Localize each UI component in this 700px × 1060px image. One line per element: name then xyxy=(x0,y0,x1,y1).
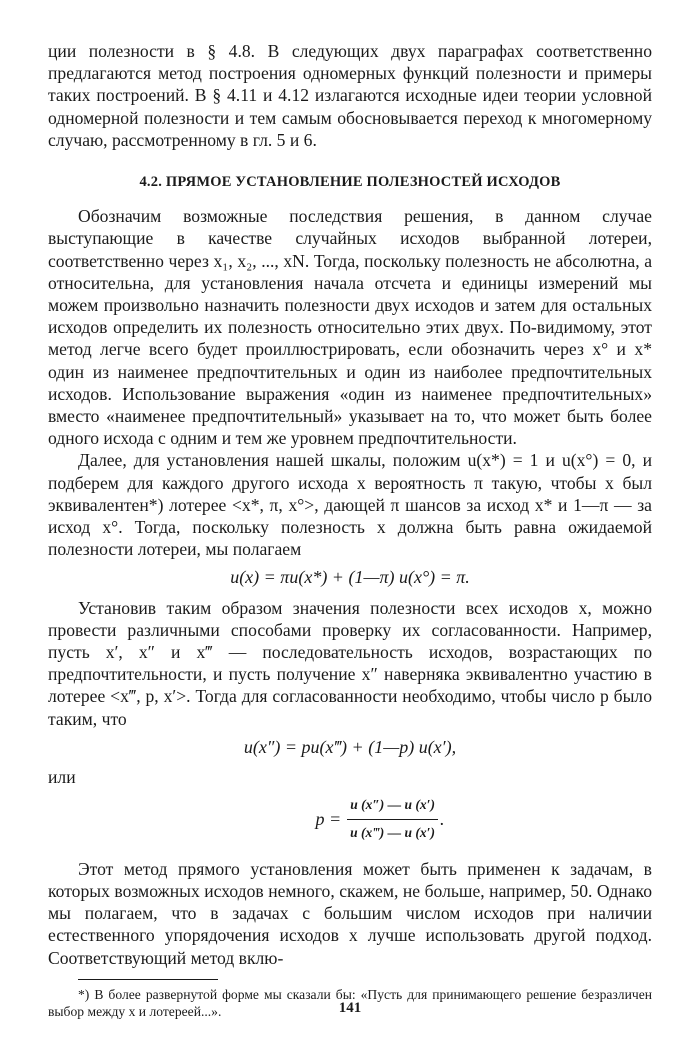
paragraph-4: Этот метод прямого установления может быть применен к задачам, в которых возможных исходов немного, скажем, не больше, например, 50. Однако мы полагаем, что в задачах с большим числом исходов при наличии естественного упорядочения исходов x лучше использовать другой подход. Соответствующий метод вклю- xyxy=(48,858,652,968)
or-word: или xyxy=(48,767,76,788)
fraction-numerator: u (x″) — u (x′) xyxy=(347,794,438,819)
footnote: *) В более развернутой форме мы сказали бы: «Пусть для принимающего решение безразличен выбор между x и лотереей...». xyxy=(48,986,652,1019)
formula-utility-lottery: u(x) = πu(x*) + (1—π) u(x°) = π. xyxy=(230,567,470,588)
formula-consistency: u(x″) = pu(x‴) + (1—p) u(x′), xyxy=(243,736,457,757)
intro-paragraph: ции полезности в § 4.8. В следующих двух параграфах соответственно предлагаются метод построения одномерных функций полезности и примеры таких построений. В § 4.11 и 4.12 излагаются исходные идеи теории условной одномерной полезности и тем самым обосновывается переход к многомерному случаю, рассмотренному в гл. 5 и 6. xyxy=(48,41,652,150)
page-body xyxy=(48,40,652,1020)
formula-period: . xyxy=(439,808,445,829)
section-heading: 4.2. ПРЯМОЕ УСТАНОВЛЕНИЕ ПОЛЕЗНОСТЕЙ ИСХОДОВ xyxy=(139,174,561,191)
fraction-denominator: u (x‴) — u (x′) xyxy=(350,824,435,840)
paragraph-2: Далее, для установления нашей шкалы, положим u(x*) = 1 и u(x°) = 0, и подберем для каждого другого исхода x вероятность π такую, чтобы x был эквивалентен*) лотерее <x*, π, x°>, дающей π шансов за исход x* и 1—π — за исход x°. Тогда, поскольку полезность x должна быть равна ожидаемой полезности лотереи, мы полагаем xyxy=(48,450,652,560)
paragraph-3: Установив таким образом значения полезности всех исходов x, можно провести различными способами проверку их согласованности. Например, пусть x′, x″ и x‴ — последовательность исходов, возрастающих по предпочтительности, и пусть получение x″ наверняка эквивалентно участию в лотерее <x‴, p, x′>. Тогда для согласованности необходимо, чтобы число p было таким, что xyxy=(48,597,652,729)
paragraph-1: Обозначим возможные последствия решения, в данном случае выступающие в качестве случайных исходов выбранной лотереи, соответственно через x₁, x₂, ..., xN. Тогда, поскольку полезность не абсолютна, а относительна, для установления начала отсчета и единицы измерений мы можем произвольно назначить полезности двух исходов и затем для остальных исходов определить их полезность относительно этих двух. По-видимому, этот метод легче всего будет проиллюстрировать, если обозначить через x° и x* один из наименее предпочтительных и один из наиболее предпочтительных исходов. Использование выражения «один из наименее предпочтительных» вместо «наименее предпочтительный» указывает на то, что может быть более одного исхода с одним и тем же уровнем предпочтительности. xyxy=(48,206,652,449)
formula-p-ratio xyxy=(108,794,652,843)
fraction xyxy=(347,794,438,843)
footnote-divider xyxy=(78,979,218,980)
formula-p-lhs: p = xyxy=(315,808,342,829)
page-number: 141 xyxy=(338,1000,362,1016)
